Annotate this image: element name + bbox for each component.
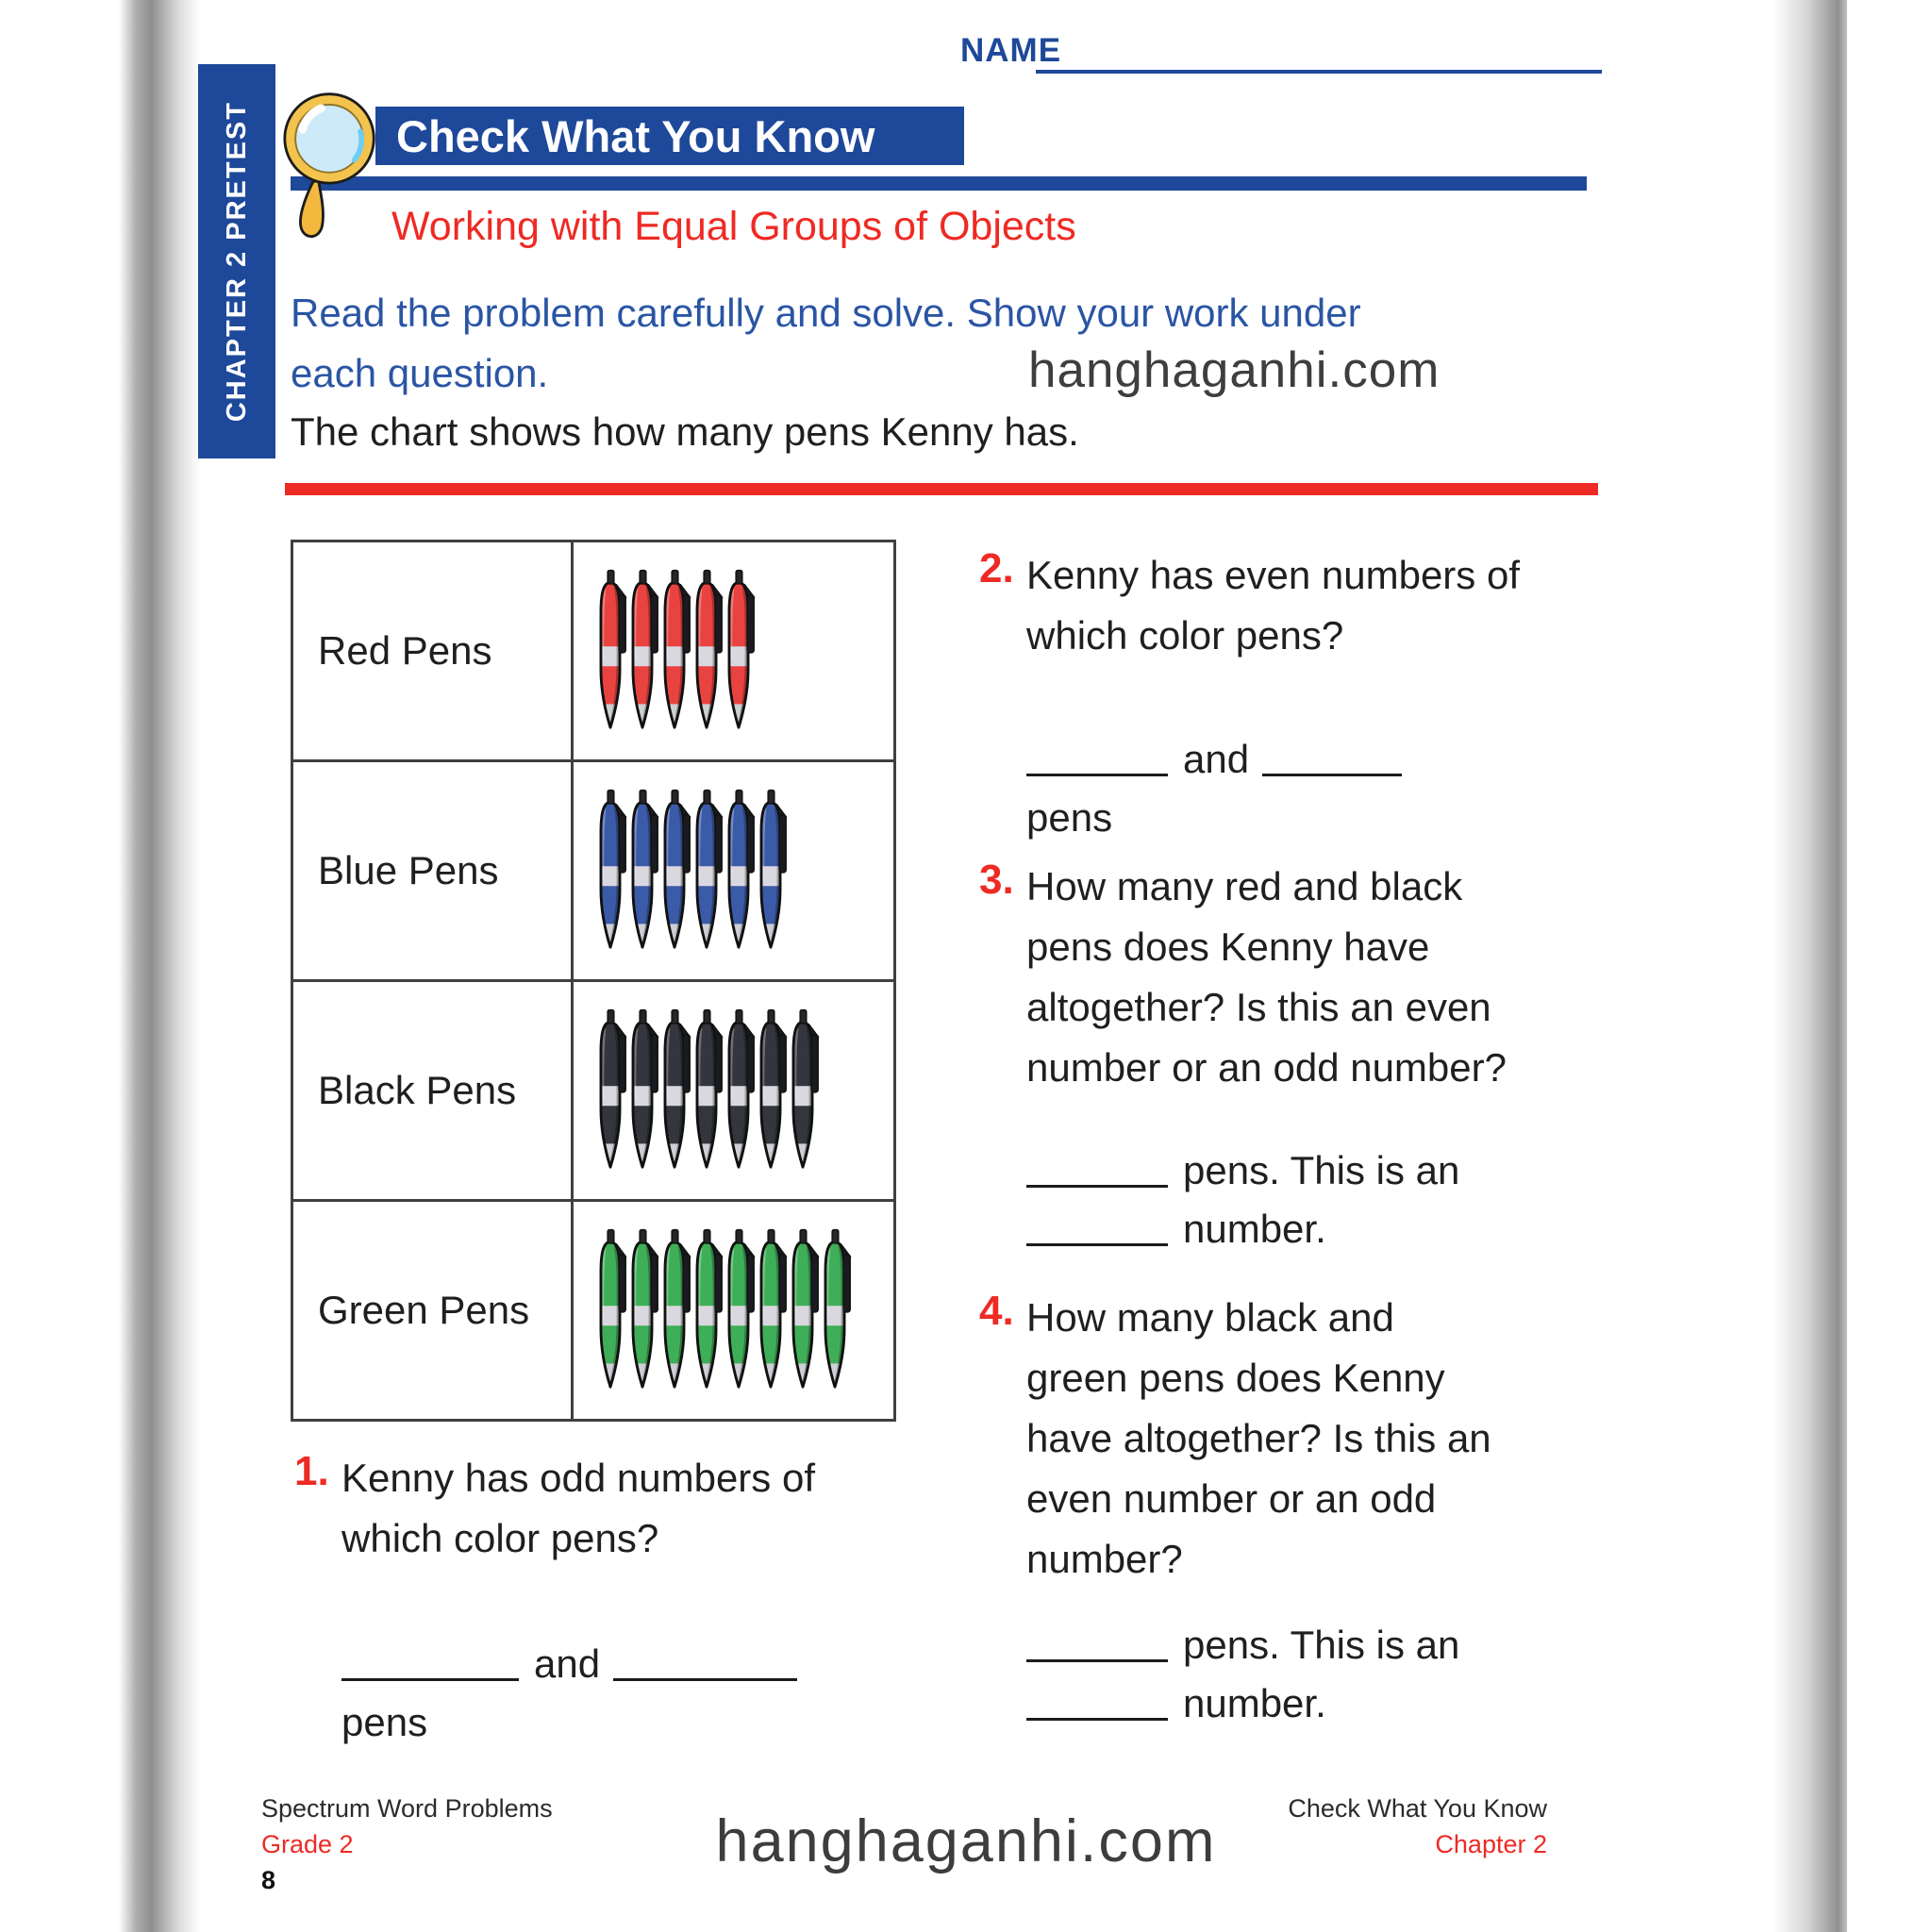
row-label: Blue Pens (293, 762, 574, 979)
answer-text: pens (341, 1700, 428, 1744)
answer-row (1026, 1616, 1491, 1674)
pens-table (291, 540, 896, 1422)
answer-blank[interactable] (613, 1646, 797, 1681)
answer-blank[interactable] (1026, 1153, 1168, 1188)
question-4-text (1026, 1288, 1491, 1590)
question-line: number? (1026, 1537, 1183, 1581)
banner-title: Check What You Know (396, 110, 875, 161)
question-3 (979, 857, 1507, 1258)
question-1 (294, 1448, 815, 1752)
question-2-answers (1026, 730, 1520, 847)
pens-cell (574, 762, 893, 979)
footer-right-chapter: Chapter 2 (1435, 1830, 1547, 1858)
question-3-answers (1026, 1141, 1507, 1258)
name-label: NAME (960, 32, 1062, 69)
answer-row (1026, 730, 1520, 789)
question-line: altogether? Is this an even (1026, 985, 1491, 1029)
chart-intro: The chart shows how many pens Kenny has. (291, 409, 1079, 454)
table-row (293, 542, 893, 762)
footer-right-title: Check What You Know (1288, 1794, 1547, 1823)
pen-icon (815, 1228, 855, 1393)
question-line: have altogether? Is this an (1026, 1416, 1491, 1460)
footer-series: Spectrum Word Problems (261, 1794, 553, 1823)
answer-row (1026, 789, 1520, 847)
answer-blank[interactable] (1026, 741, 1168, 776)
question-3-text (1026, 857, 1507, 1098)
name-input-line[interactable] (1036, 28, 1602, 74)
red-divider (285, 483, 1598, 495)
magnifier-icon (272, 89, 389, 249)
answer-text: number. (1183, 1681, 1326, 1725)
question-4 (979, 1288, 1491, 1733)
pen-icon (719, 569, 758, 734)
answer-text: number. (1183, 1207, 1326, 1251)
question-1-number: 1. (294, 1448, 329, 1494)
answer-blank[interactable] (1262, 741, 1402, 776)
question-4-answers (1026, 1616, 1491, 1733)
question-4-number: 4. (979, 1288, 1014, 1334)
answer-blank[interactable] (341, 1646, 519, 1681)
banner-underline (291, 176, 1587, 191)
question-line: How many black and (1026, 1295, 1394, 1340)
question-line: Kenny has odd numbers of (341, 1456, 815, 1500)
watermark-middle: hanghaganhi.com (1028, 342, 1441, 398)
row-label: Green Pens (293, 1202, 574, 1419)
answer-row (1026, 1674, 1491, 1733)
pens-cell (574, 1202, 893, 1419)
table-row (293, 1202, 893, 1419)
question-line: green pens does Kenny (1026, 1356, 1445, 1400)
page-edge-shadow-left (119, 0, 200, 1932)
answer-text: and (534, 1641, 601, 1686)
footer-grade: Grade 2 (261, 1830, 354, 1858)
page-edge-shadow-right (1774, 0, 1847, 1932)
table-row (293, 762, 893, 982)
banner (375, 107, 964, 165)
question-1-text (341, 1448, 815, 1569)
answer-text: pens. This is an (1183, 1148, 1460, 1192)
question-line: which color pens? (341, 1516, 659, 1560)
chapter-pretest-label: CHAPTER 2 PRETEST (221, 100, 252, 423)
question-line: which color pens? (1026, 613, 1344, 658)
pen-icon (783, 1008, 823, 1174)
pens-cell (574, 542, 893, 759)
answer-text: pens (1026, 795, 1113, 840)
question-line: How many red and black (1026, 864, 1463, 908)
answer-row (341, 1693, 815, 1752)
footer-right (1170, 1790, 1547, 1862)
question-2 (979, 545, 1520, 847)
watermark-bottom: hanghaganhi.com (715, 1808, 1217, 1874)
footer-page-number: 8 (261, 1866, 276, 1894)
answer-row (341, 1635, 815, 1693)
instructions-line-1: Read the problem carefully and solve. Show your work under (291, 291, 1361, 335)
question-2-text (1026, 545, 1520, 666)
answer-text: pens. This is an (1183, 1623, 1460, 1667)
row-label: Red Pens (293, 542, 574, 759)
answer-text: and (1183, 737, 1250, 781)
question-line: pens does Kenny have (1026, 924, 1430, 969)
answer-row (1026, 1200, 1507, 1258)
question-line: Kenny has even numbers of (1026, 553, 1520, 597)
lesson-subtitle: Working with Equal Groups of Objects (391, 204, 1076, 249)
pens-cell (574, 982, 893, 1199)
question-line: number or an odd number? (1026, 1045, 1507, 1090)
table-row (293, 982, 893, 1202)
answer-row (1026, 1141, 1507, 1200)
question-2-number: 2. (979, 545, 1014, 591)
row-label: Black Pens (293, 982, 574, 1199)
pen-icon (751, 789, 791, 954)
answer-blank[interactable] (1026, 1627, 1168, 1662)
instructions-line-2: each question. (291, 351, 549, 395)
chapter-pretest-tab (198, 64, 275, 458)
question-line: even number or an odd (1026, 1476, 1437, 1521)
answer-blank[interactable] (1026, 1686, 1168, 1721)
question-1-answers (341, 1635, 815, 1752)
question-3-number: 3. (979, 857, 1014, 903)
answer-blank[interactable] (1026, 1211, 1168, 1246)
